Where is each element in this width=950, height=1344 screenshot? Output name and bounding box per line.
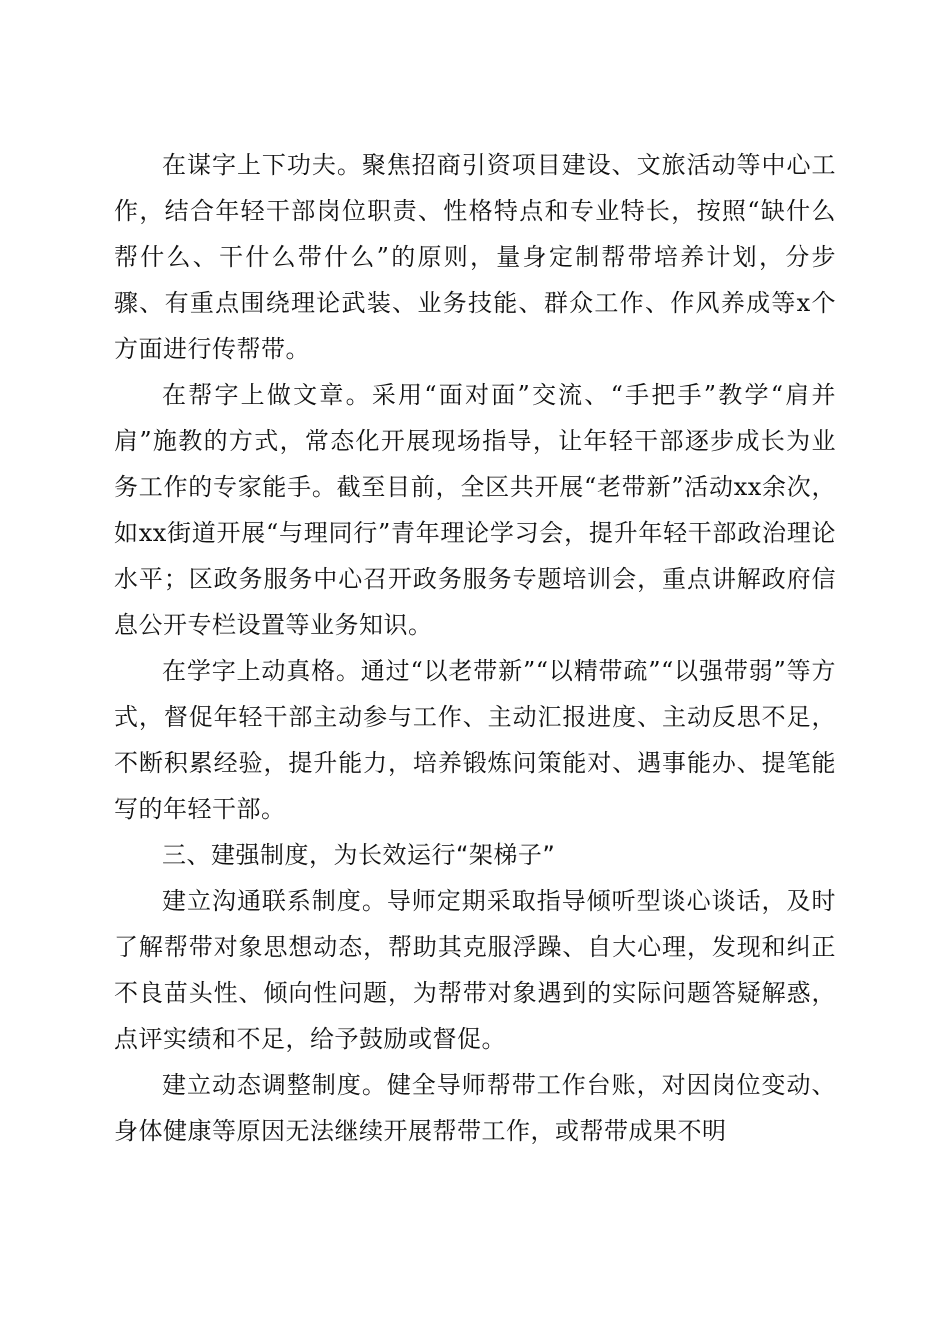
paragraph-adjustment-system: 建立动态调整制度。健全导师帮带工作台账，对因岗位变动、身体健康等原因无法继续开展帮带工作，或帮带成果不明 <box>114 1071 836 1145</box>
paragraph-helping: 在帮字上做文章。采用“面对面”交流、“手把手”教学“肩并肩”施教的方式，常态化开展现场指导，让年轻干部逐步成长为业务工作的专家能手。截至目前，全区共开展“老带新”活动xx余次，如xx街道开展“与理同行”青年理论学习会，提升年轻干部政治理论水平；区政务服务中心召开政务服务专题培训会，重点讲解政府信息公开专栏设置等业务知识。 <box>114 381 836 639</box>
paragraph-learning: 在学字上动真格。通过“以老带新”“以精带疏”“以强带弱”等方式，督促年轻干部主动参与工作、主动汇报进度、主动反思不足，不断积累经验，提升能力，培养锻炼问策能对、遇事能办、提笔能写的年轻干部。 <box>114 657 836 823</box>
paragraph-planning: 在谋字上下功夫。聚焦招商引资项目建设、文旅活动等中心工作，结合年轻干部岗位职责、性格特点和专业特长，按照“缺什么帮什么、干什么带什么”的原则，量身定制帮带培养计划，分步骤、有重点围绕理论武装、业务技能、群众工作、作风养成等x个方面进行传帮带。 <box>114 151 836 363</box>
paragraph-communication-system: 建立沟通联系制度。导师定期采取指导倾听型谈心谈话，及时了解帮带对象思想动态，帮助其克服浮躁、自大心理，发现和纠正不良苗头性、倾向性问题，为帮带对象遇到的实际问题答疑解惑，点评实绩和不足，给予鼓励或督促。 <box>114 887 836 1053</box>
document-body <box>114 142 836 1154</box>
section-heading: 三、建强制度，为长效运行“架梯子” <box>162 841 556 869</box>
